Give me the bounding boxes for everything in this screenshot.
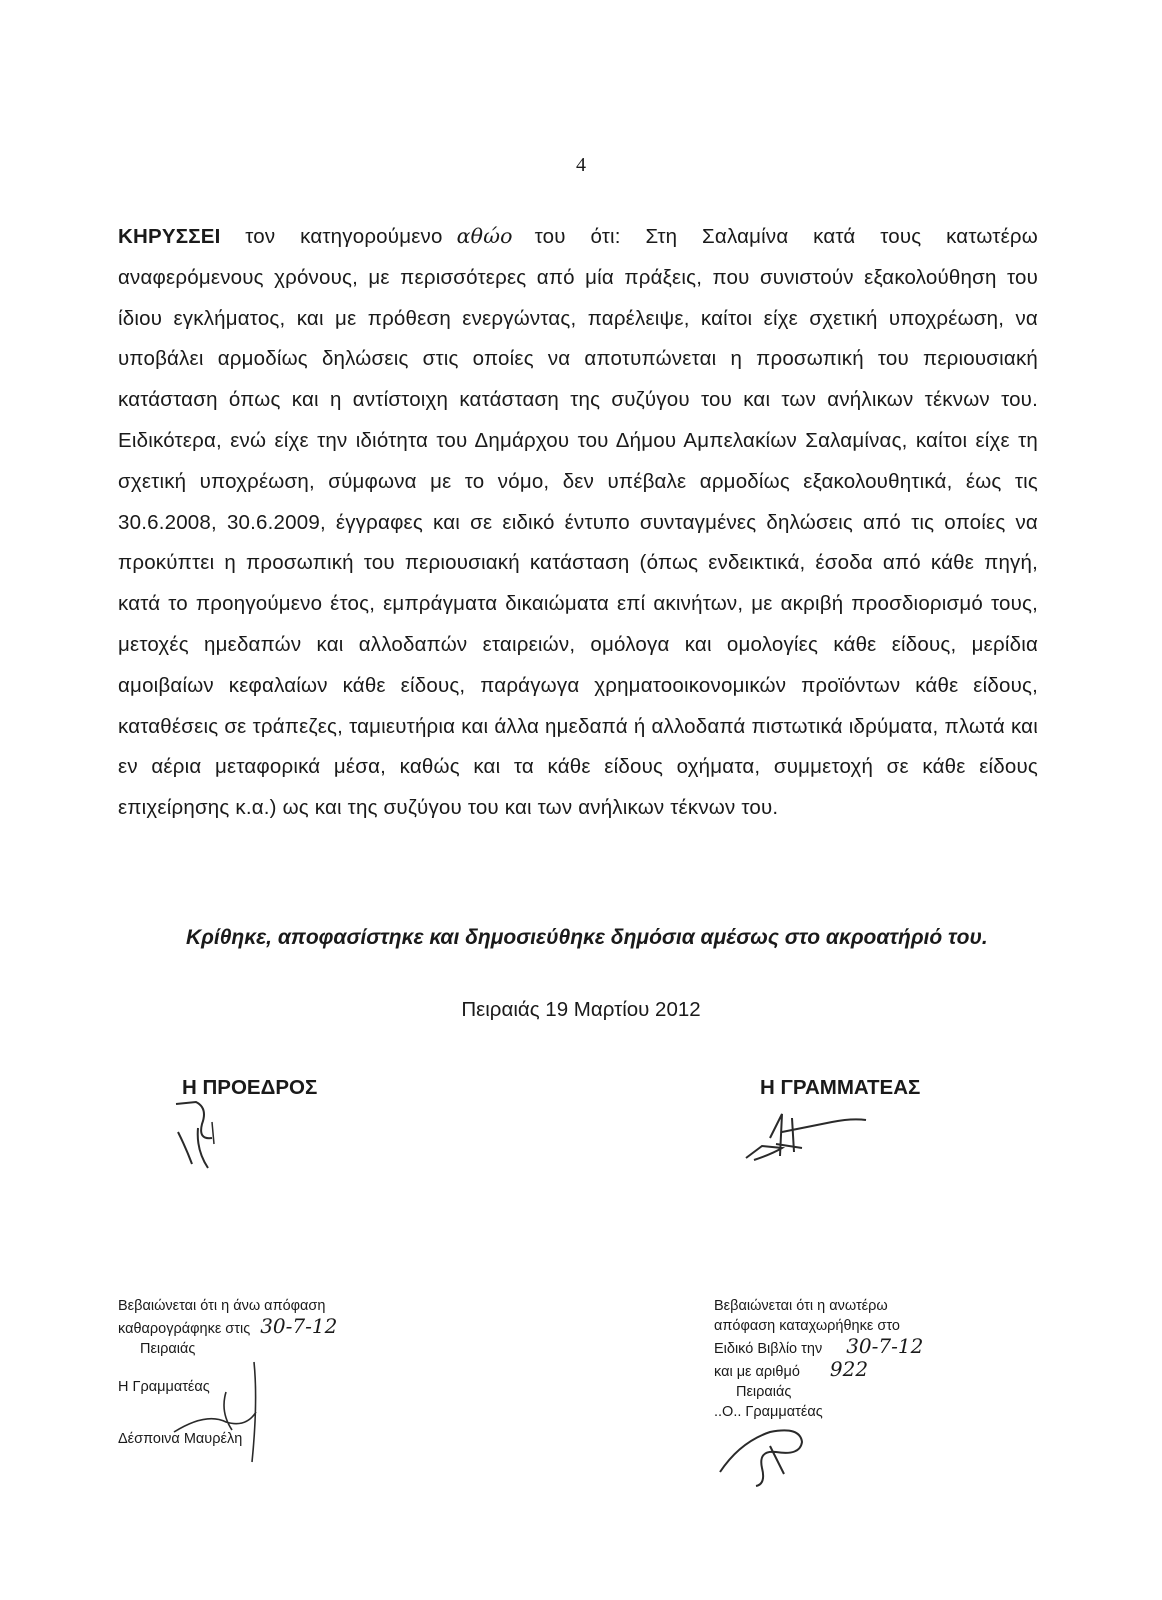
cert-left-line2: καθαρογράφηκε στις — [118, 1321, 251, 1337]
handwritten-verdict-word: αθώο — [456, 224, 513, 248]
cert-left-handwritten-date: 30-7-12 — [260, 1314, 338, 1338]
verdict-text-part1: τον κατηγορούμενο — [245, 225, 443, 248]
cert-left-line2-row — [118, 1316, 337, 1339]
cert-right-line1: Βεβαιώνεται ότι η ανωτέρω — [714, 1298, 888, 1314]
cert-right-handwritten-date: 30-7-12 — [846, 1334, 924, 1358]
verdict-lead-word: ΚΗΡΥΣΣΕΙ — [118, 225, 221, 248]
cert-left-line1: Βεβαιώνεται ότι η άνω απόφαση — [118, 1298, 326, 1314]
cert-right-line3-row — [714, 1336, 923, 1359]
cert-right-line4-row — [714, 1359, 923, 1382]
president-signature — [168, 1098, 238, 1178]
cert-left-signature — [166, 1352, 276, 1477]
cert-right-line4: και με αριθμό — [714, 1364, 800, 1380]
president-title: Η ΠΡΟΕΔΡΟΣ — [182, 1076, 318, 1099]
cert-right-signature — [710, 1412, 830, 1497]
secretary-signature — [742, 1108, 872, 1168]
certification-right — [714, 1296, 923, 1422]
cert-right-line3: Ειδικό Βιβλίο την — [714, 1341, 823, 1357]
verdict-paragraph — [118, 216, 1038, 829]
cert-left-line3: Πειραιάς — [140, 1341, 196, 1357]
place-date-line: Πειραιάς 19 Μαρτίου 2012 — [461, 998, 701, 1021]
closing-statement: Κρίθηκε, αποφασίστηκε και δημοσιεύθηκε δημόσια αμέσως στο ακροατήριό του. — [186, 926, 988, 949]
cert-right-handwritten-number: 922 — [829, 1357, 869, 1381]
cert-right-line6: ..Ο.. Γραμματέας — [714, 1404, 823, 1420]
cert-left-line5: Δέσποινα Μαυρέλη — [118, 1431, 243, 1447]
verdict-text-part2: του ότι: Στη Σαλαμίνα κατά τους κατωτέρω αναφερόμενους χρόνους, με περισσότερες από μία πράξεις, που συνιστούν εξακολούθηση του ίδιου εγκλήματος, και με πρόθεση ενεργώντας, παρέλειψε, καίτοι είχε σχετική υποχρέωση, να υποβάλει αρμοδίως δηλώσεις στις οποίες να αποτυπώνεται η προσωπική του περιουσιακή κατάσταση όπως και η αντίστοιχη κατάσταση της συζύγου του και των ανήλικων τέκνων του. Ειδικότερα, ενώ είχε την ιδιότητα του Δημάρχου του Δήμου Αμπελακίων Σαλαμίνας, καίτοι είχε τη σχετική υποχρέωση, σύμφωνα με το νόμο, δεν υπέβαλε αρμοδίως εξακολουθητικά, έως τις 30.6.2008, 30.6.2009, έγγραφες και σε ειδικό έντυπο συνταγμένες δηλώσεις από τις οποίες να προκύπτει η προσωπική του περιουσιακή κατάσταση (όπως ενδεικτικά, έσοδα από κάθε πηγή, κατά το προηγούμενο έτος, εμπράγματα δικαιώματα επί ακινήτων, με ακριβή προσδιορισμό τους, μετοχές ημεδαπών και αλλοδαπών εταιρειών, ομόλογα και ομολογίες κάθε είδους, μερίδια αμοιβαίων κεφαλαίων κάθε είδους, παράγωγα χρηματοοικονομικών προϊόντων κάθε είδους, καταθέσεις σε τράπεζες, ταμιευτήρια και άλλα ημεδαπά ή αλλοδαπά πιστωτικά ιδρύματα, πλωτά και εν αέρια μεταφορικά μέσα, καθώς και τα κάθε είδους οχήματα, συμμετοχή σε κάθε είδους επιχείρησης κ.α.) ως και της συζύγου του και των ανήλικων τέκνων του. — [118, 225, 1038, 820]
secretary-title: Η ΓΡΑΜΜΑΤΕΑΣ — [760, 1076, 921, 1099]
page-number: 4 — [576, 154, 586, 176]
cert-right-line2: απόφαση καταχωρήθηκε στο — [714, 1318, 900, 1334]
cert-left-line4: Η Γραμματέας — [118, 1379, 210, 1395]
cert-right-line5: Πειραιάς — [736, 1384, 792, 1400]
